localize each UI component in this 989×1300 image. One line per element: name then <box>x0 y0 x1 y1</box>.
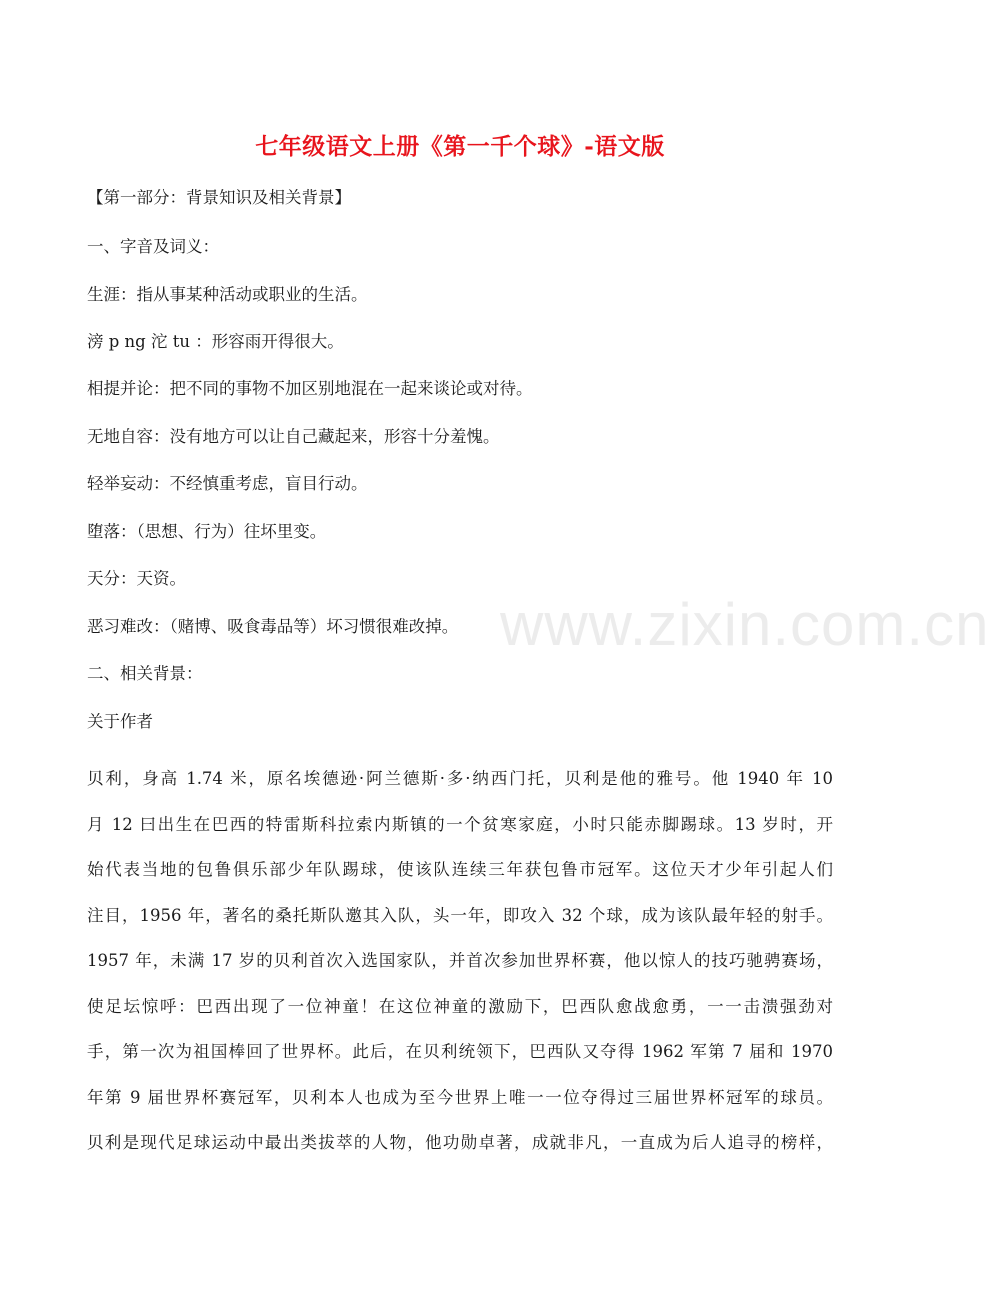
bio-line: 年第 9 届世界杯赛冠军，贝利本人也成为至今世界上唯一一位夺得过三届世界杯冠军的球员。 <box>87 1087 833 1107</box>
document-title: 七年级语文上册《第一千个球》-语文版 <box>255 133 665 160</box>
vocab-item: 无地自容：没有地方可以让自己藏起来，形容十分羞愧。 <box>87 427 500 446</box>
bio-line: 贝利，身高 1.74 米，原名埃德逊·阿兰德斯·多·纳西门托，贝利是他的雅号。他 1940 年 10 <box>87 769 833 788</box>
subsection-heading-background: 二、相关背景： <box>87 664 203 683</box>
bio-line: 1957 年，未满 17 岁的贝利首次入选国家队，并首次参加世界杯赛，他以惊人的技巧驰骋赛场， <box>87 951 833 970</box>
vocab-item: 滂 p ng 沱 tu ：形容雨开得很大。 <box>87 332 344 351</box>
vocab-item: 生涯：指从事某种活动或职业的生活。 <box>87 285 368 304</box>
author-biography <box>87 756 833 1166</box>
vocab-item: 恶习难改：（赌博、吸食毒品等）坏习惯很难改掉。 <box>87 617 459 636</box>
bio-line: 使足坛惊呼：巴西出现了一位神童！在这位神童的激励下，巴西队愈战愈勇，一一击溃强劲对 <box>87 996 833 1016</box>
vocab-item: 堕落：（思想、行为）往坏里变。 <box>87 522 327 541</box>
bio-line: 手，第一次为祖国棒回了世界杯。此后，在贝利统领下，巴西队又夺得 1962 军第 7 届和 1970 <box>87 1042 833 1061</box>
vocab-item: 轻举妄动：不经慎重考虑，盲目行动。 <box>87 474 368 493</box>
subsection-heading-pronunciation: 一、字音及词义： <box>87 237 219 256</box>
about-author-heading: 关于作者 <box>87 712 153 731</box>
vocab-item: 天分：天资。 <box>87 569 186 588</box>
bio-line: 贝利是现代足球运动中最出类拔萃的人物，他功勋卓著，成就非凡，一直成为后人追寻的榜样， <box>87 1133 833 1152</box>
bio-line: 月 12 曰出生在巴西的特雷斯科拉索内斯镇的一个贫寒家庭，小时只能赤脚踢球。13 岁时，开 <box>87 814 833 834</box>
bio-line: 始代表当地的包鲁俱乐部少年队踢球，使该队连续三年获包鲁市冠军。这位天才少年引起人们 <box>87 860 833 879</box>
watermark: www.zixin.com.cn <box>500 591 989 658</box>
vocab-item: 相提并论：把不同的事物不加区别地混在一起来谈论或对待。 <box>87 379 533 398</box>
bio-line: 注目，1956 年，著名的桑托斯队邀其入队，头一年，即攻入 32 个球，成为该队最年轻的射手。 <box>87 905 833 925</box>
section-heading: 【第一部分：背景知识及相关背景】 <box>87 188 351 207</box>
